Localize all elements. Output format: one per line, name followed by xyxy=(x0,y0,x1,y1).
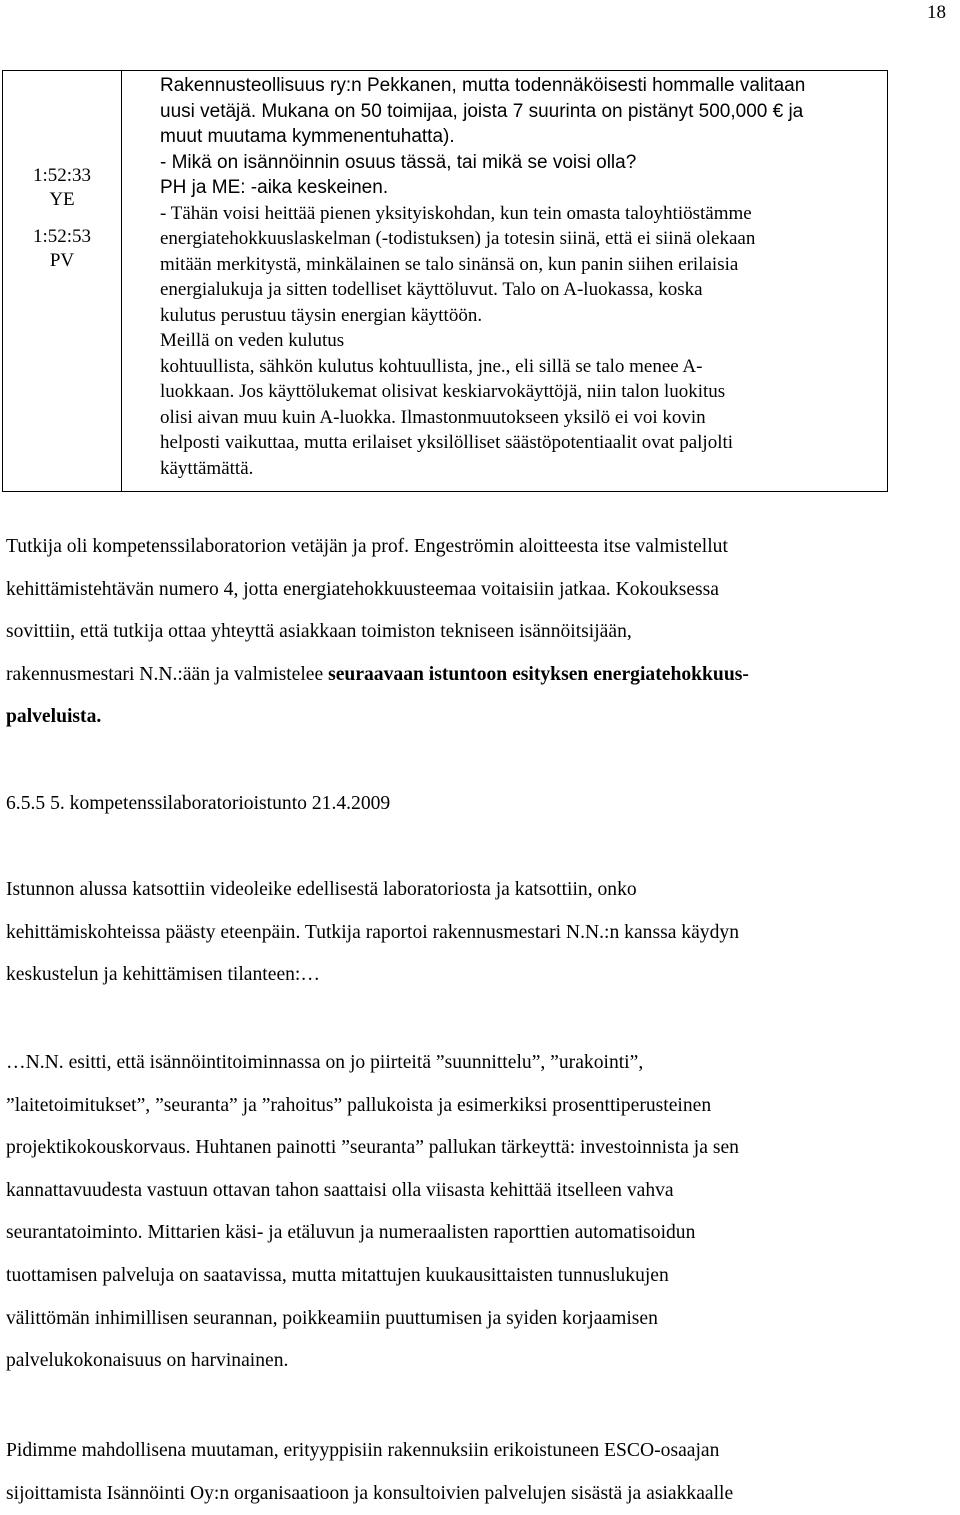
text-line: projektikokouskorvaus. Huhtanen painotti ”seuranta” pallukan tärkeyttä: investoinnista ja sen xyxy=(6,1137,739,1159)
transcript-line xyxy=(160,277,881,303)
timecode: 1:52:33 xyxy=(32,165,92,186)
transcript-table xyxy=(2,70,888,492)
text-line: seurantatoiminto. Mittarien käsi- ja etäluvun ja numeraalisten raporttien automatisoidun xyxy=(6,1222,696,1244)
text-line: Istunnon alussa katsottiin videoleike edellisestä laboratoriosta ja katsottiin, onko xyxy=(6,879,637,900)
text-line: keskustelun ja kehittämisen tilanteen:… xyxy=(6,964,320,986)
text-line: välittömän inhimillisen seurannan, poikkeamiin puuttumisen ja syiden korjaamisen xyxy=(6,1307,658,1329)
transcript-line: - Mikä on isännöinnin osuus tässä, tai mikä se voisi olla? xyxy=(160,151,637,173)
text-line: kehittämistehtävän numero 4, jotta energiatehokkuusteemaa voitaisiin jatkaa. Kokouksessa xyxy=(6,578,719,600)
transcript-line: PH ja ME: -aika keskeinen. xyxy=(160,177,389,198)
speaker-code: PV xyxy=(49,250,75,271)
text-span: rakennusmestari N.N.:ään ja valmistelee xyxy=(6,663,329,685)
transcript-line: uusi vetäjä. Mukana on 50 toimijaa, joista 7 suurinta on pistänyt 500,000 € ja xyxy=(160,100,804,122)
transcript-sentence: Talo on A-luokassa, koska xyxy=(502,279,703,300)
transcript-line xyxy=(160,405,881,431)
transcript-line: kohtuullista, sähkön kulutus kohtuullista, jne., eli sillä se talo menee A- xyxy=(160,355,703,377)
timestamp-cell xyxy=(3,71,122,492)
transcript-sentence: Ilmastonmuutokseen yksilö ei voi kovin xyxy=(400,406,706,428)
transcript-line: kulutus perustuu täysin energian käyttöön. xyxy=(160,304,483,326)
transcript-line: käyttämättä. xyxy=(160,457,254,479)
text-line: Tutkija oli kompetenssilaboratorion vetäjän ja prof. Engeströmin aloitteesta itse valmistellut xyxy=(6,536,728,557)
page-number: 18 xyxy=(927,2,946,23)
paragraph-esco xyxy=(6,1430,954,1515)
transcript-line: Meillä on veden kulutus xyxy=(160,330,345,351)
transcript-line: Rakennusteollisuus ry:n Pekkanen, mutta todennäköisesti hommalle valitaan xyxy=(160,75,806,96)
transcript-sentence: olisi aivan muu kuin A-luokka. xyxy=(160,406,396,428)
text-line: Pidimme mahdollisena muutaman, erityyppisiin rakennuksiin erikoistuneen ESCO-osaajan xyxy=(6,1440,720,1461)
transcript-line: muut muutama kymmenentuhatta). xyxy=(160,126,455,147)
timecode-block xyxy=(3,164,121,212)
text-line xyxy=(6,654,954,697)
transcript-line: - Tähän voisi heittää pienen yksityiskohdan, kun tein omasta taloyhtiöstämme xyxy=(160,202,752,224)
text-line: palvelukokonaisuus on harvinainen. xyxy=(6,1350,289,1372)
text-line: tuottamisen palveluja on saatavissa, mutta mitattujen kuukausittaisten tunnuslukujen xyxy=(6,1264,669,1286)
transcript-sentence: energialukuja ja sitten todelliset käyttöluvut. xyxy=(160,279,498,300)
transcript-sentence: Jos käyttölukemat olisivat keskiarvokäyttöjä, niin talon luokitus xyxy=(239,381,726,402)
text-line: ”laitetoimitukset”, ”seuranta” ja ”rahoitus” pallukoista ja esimerkiksi prosenttiperusteinen xyxy=(6,1094,712,1116)
transcript-line: mitään merkitystä, minkälainen se talo sinänsä on, kun panin siihen erilaisia xyxy=(160,253,739,275)
transcript-line xyxy=(160,379,881,405)
text-line: kehittämiskohteissa päästy eteenpäin. Tutkija raportoi rakennusmestari N.N.:n kanssa käydyn xyxy=(6,921,739,943)
paragraph-session-start xyxy=(6,869,954,997)
paragraph-discussion xyxy=(6,1042,954,1383)
table-row xyxy=(3,71,888,492)
transcript-cell xyxy=(122,71,888,492)
transcript-line: helposti vaikuttaa, mutta erilaiset yksilölliset säästöpotentiaalit ovat paljolti xyxy=(160,432,734,453)
text-line xyxy=(6,696,954,739)
text-line: sovittiin, että tutkija ottaa yhteyttä asiakkaan toimiston tekniseen isännöitsijään, xyxy=(6,621,632,643)
timecode: 1:52:53 xyxy=(32,226,92,247)
section-heading: 6.5.5 5. kompetenssilaboratorioistunto 21.4.2009 xyxy=(6,793,391,814)
text-line: sijoittamista Isännöinti Oy:n organisaatioon ja konsultoivien palvelujen sisästä ja asiakkaalle xyxy=(6,1482,734,1504)
text-line: …N.N. esitti, että isännöintitoiminnassa on jo piirteitä ”suunnittelu”, ”urakointi”, xyxy=(6,1052,644,1073)
bold-text: seuraavaan istuntoon esityksen energiatehokkuus- xyxy=(328,663,749,685)
bold-text: palveluista. xyxy=(6,706,102,728)
text-line: kannattavuudesta vastuun ottavan tahon saattaisi olla viisasta kehittää itselleen vahva xyxy=(6,1179,674,1201)
transcript-sentence: luokkaan. xyxy=(160,381,235,402)
transcript-line: energiatehokkuuslaskelman (-todistuksen) ja totesin siinä, että ei siinä olekaan xyxy=(160,228,756,249)
timecode-block xyxy=(3,225,121,273)
paragraph-competence-lab xyxy=(6,526,954,739)
speaker-code: YE xyxy=(49,189,75,210)
